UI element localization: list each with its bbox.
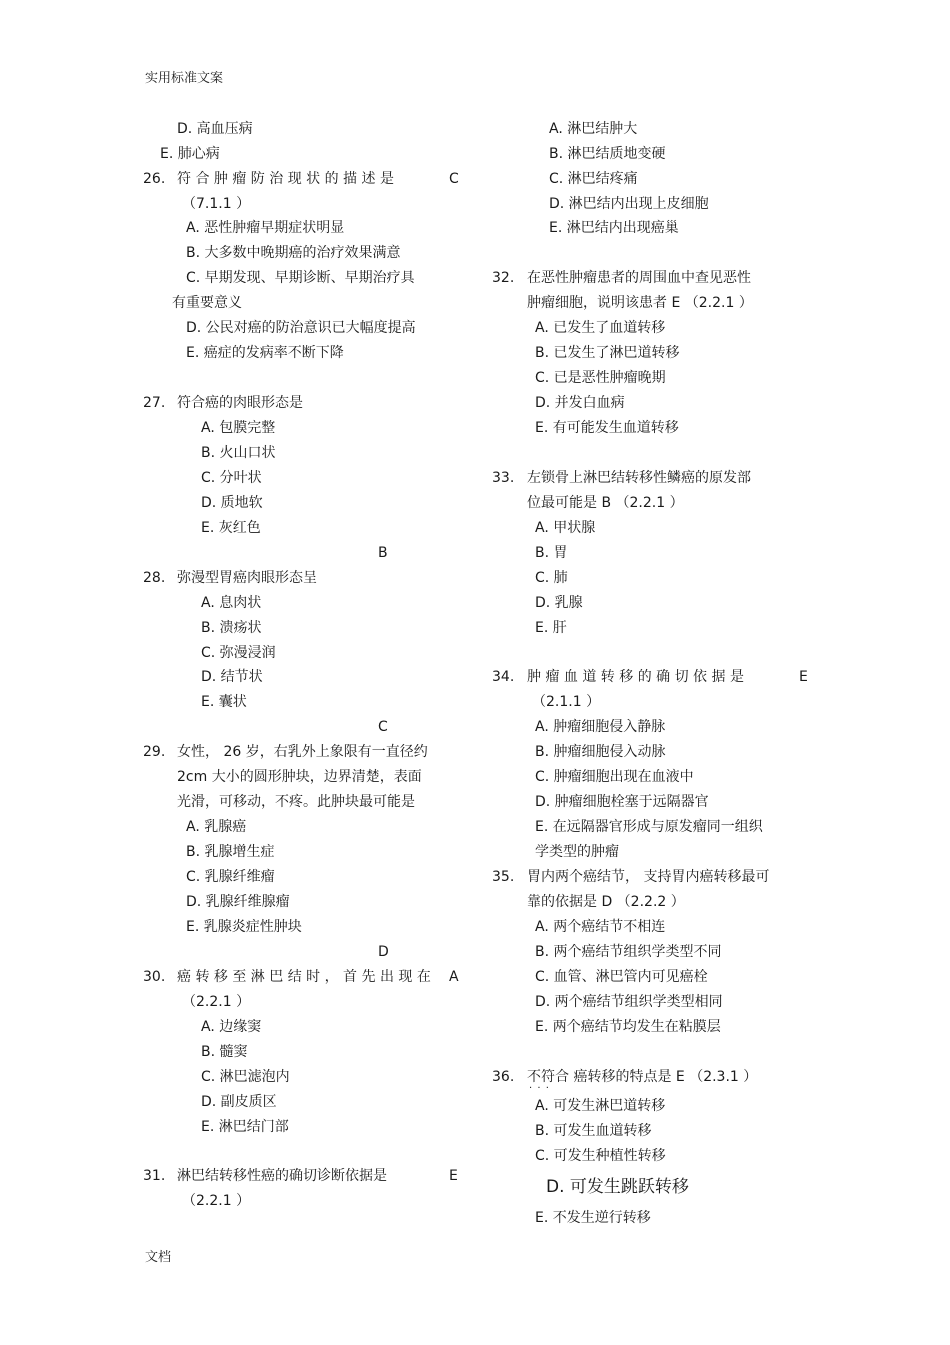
q31-option-c: C. 淋巴结疼痛 [549,171,638,187]
q32-option-a: A. 已发生了血道转移 [535,320,666,336]
q26-option-d: D. 公民对癌的防治意识已大幅度提高 [186,320,416,336]
q33-stem: 左锁骨上淋巴结转移性鳞癌的原发部 [527,470,751,486]
q29-option-c: C. 乳腺纤维瘤 [186,869,275,885]
q30-option-d: D. 副皮质区 [201,1094,277,1110]
q35-option-e: E. 两个癌结节均发生在粘膜层 [535,1019,721,1035]
q26-option-a: A. 恶性肿瘤早期症状明显 [186,220,345,236]
q30-option-c: C. 淋巴滤泡内 [201,1069,290,1085]
q28-option-d: D. 结节状 [201,669,263,685]
q29-number: 29. [143,744,166,760]
q26-option-c: C. 早期发现、早期诊断、早期治疗具 [186,270,415,286]
q27-option-b: B. 火山口状 [201,445,276,461]
q33-option-a: A. 甲状腺 [535,520,596,536]
q34-option-c: C. 肿瘤细胞出现在血液中 [535,769,694,785]
q36-option-a: A. 可发生淋巴道转移 [535,1098,666,1114]
q31-option-d: D. 淋巴结内出现上皮细胞 [549,196,709,212]
q31-answer: E [449,1168,458,1184]
q25-option-e: E. 肺心病 [160,146,220,162]
q32-number: 32. [492,270,515,286]
q36-emphasis-dots: · · · [529,1083,550,1094]
q35-option-a: A. 两个癌结节不相连 [535,919,666,935]
q28-option-a: A. 息肉状 [201,595,262,611]
q33-option-e: E. 肝 [535,620,567,636]
q34-option-a: A. 肿瘤细胞侵入静脉 [535,719,666,735]
q30-option-a: A. 边缘窦 [201,1019,262,1035]
q35-number: 35. [492,869,515,885]
q26-option-e: E. 癌症的发病率不断下降 [186,345,344,361]
q33-option-c: C. 肺 [535,570,568,586]
q29-option-d: D. 乳腺纤维腺瘤 [186,894,290,910]
q29-option-e: E. 乳腺炎症性肿块 [186,919,302,935]
q30-answer: A [449,969,459,985]
page-footer: 文档 [145,1250,172,1265]
q29-stem-line2: 2cm 大小的圆形肿块，边界清楚，表面 [177,769,422,785]
q33-number: 33. [492,470,515,486]
q26-code: （7.1.1 ） [182,196,251,212]
q34-stem: 肿 瘤 血 道 转 移 的 确 切 依 据 是 [527,669,744,685]
q30-number: 30. [143,969,166,985]
q29-answer: D [378,944,389,960]
q35-stem: 胃内两个癌结节， 支持胃内癌转移最可 [527,869,770,885]
q27-stem: 符合癌的肉眼形态是 [177,395,303,411]
q34-option-b: B. 肿瘤细胞侵入动脉 [535,744,666,760]
page-header: 实用标准文案 [145,71,224,86]
q28-option-e: E. 囊状 [201,694,247,710]
q27-answer: B [378,545,388,561]
q36-number: 36. [492,1069,515,1085]
q31-option-b: B. 淋巴结质地变硬 [549,146,666,162]
q36-option-d: D. 可发生跳跃转移 [546,1177,689,1197]
q35-option-d: D. 两个癌结节组织学类型相同 [535,994,723,1010]
q32-option-c: C. 已是恶性肿瘤晚期 [535,370,666,386]
q35-option-b: B. 两个癌结节组织学类型不同 [535,944,722,960]
q29-option-b: B. 乳腺增生症 [186,844,275,860]
q29-stem-line3: 光滑，可移动，不疼。此肿块最可能是 [177,794,415,810]
q29-option-a: A. 乳腺癌 [186,819,247,835]
q28-number: 28. [143,570,166,586]
q26-number: 26. [143,171,166,187]
q26-answer: C [449,171,459,187]
q32-option-b: B. 已发生了淋巴道转移 [535,345,680,361]
q31-option-a: A. 淋巴结肿大 [549,121,638,137]
q30-stem: 癌 转 移 至 淋 巴 结 时 ， 首 先 出 现 在 [177,969,431,985]
q32-stem: 在恶性肿瘤患者的周围血中查见恶性 [527,270,751,286]
q31-option-e: E. 淋巴结内出现癌巢 [549,220,679,236]
q32-stem-line2: 肿瘤细胞，说明该患者 E （2.2.1 ） [527,295,753,311]
q26-option-b: B. 大多数中晚期癌的治疗效果满意 [186,245,401,261]
q32-option-d: D. 并发白血病 [535,395,625,411]
q26-option-c-cont: 有重要意义 [172,295,242,311]
q25-option-d: D. 高血压病 [177,121,253,137]
q27-option-d: D. 质地软 [201,495,263,511]
q35-stem-line2: 靠的依据是 D （2.2.2 ） [527,894,685,910]
q33-option-d: D. 乳腺 [535,595,583,611]
q29-stem: 女性， 26 岁，右乳外上象限有一直径约 [177,744,428,760]
q28-stem: 弥漫型胃癌肉眼形态呈 [177,570,317,586]
q34-code: （2.1.1 ） [532,694,601,710]
q34-option-d: D. 肿瘤细胞栓塞于远隔器官 [535,794,709,810]
q36-stem: 不符合 癌转移的特点是 E （2.3.1 ） [527,1069,758,1085]
q27-option-e: E. 灰红色 [201,520,261,536]
q34-number: 34. [492,669,515,685]
q31-code: （2.2.1 ） [182,1193,251,1209]
q34-option-e-cont: 学类型的肿瘤 [535,844,619,860]
q35-option-c: C. 血管、淋巴管内可见癌栓 [535,969,708,985]
q34-answer: E [799,669,808,685]
q28-option-b: B. 溃疡状 [201,620,262,636]
q33-option-b: B. 胃 [535,545,568,561]
q30-option-b: B. 髓窦 [201,1044,248,1060]
q31-number: 31. [143,1168,166,1184]
q32-option-e: E. 有可能发生血道转移 [535,420,679,436]
q30-option-e: E. 淋巴结门部 [201,1119,289,1135]
q26-stem: 符 合 肿 瘤 防 治 现 状 的 描 述 是 [177,171,394,187]
q34-option-e: E. 在远隔器官形成与原发瘤同一组织 [535,819,763,835]
q27-option-c: C. 分叶状 [201,470,262,486]
q36-option-e: E. 不发生逆行转移 [535,1210,651,1226]
q36-option-c: C. 可发生种植性转移 [535,1148,666,1164]
q31-stem: 淋巴结转移性癌的确切诊断依据是 [177,1168,387,1184]
q27-number: 27. [143,395,166,411]
q33-stem-line2: 位最可能是 B （2.2.1 ） [527,495,684,511]
q28-option-c: C. 弥漫浸润 [201,645,276,661]
q28-answer: C [378,719,388,735]
q30-code: （2.2.1 ） [182,994,251,1010]
q36-option-b: B. 可发生血道转移 [535,1123,652,1139]
q27-option-a: A. 包膜完整 [201,420,276,436]
